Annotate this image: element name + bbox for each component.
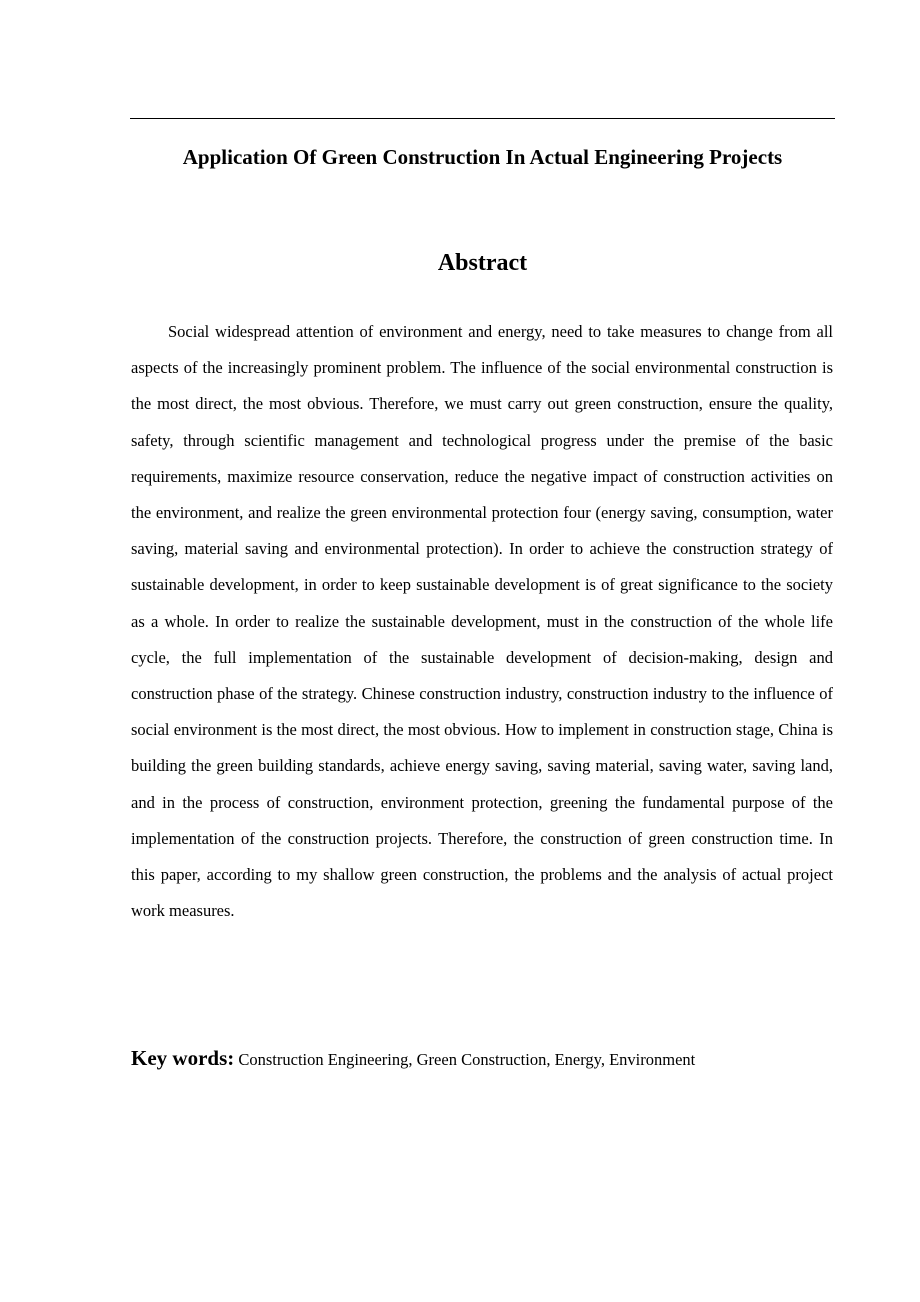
keywords-label: Key words:	[131, 1046, 235, 1070]
abstract-body: Social widespread attention of environment and energy, need to take measures to change from all aspects of the increasingly prominent problem. The influence of the social environmental construction is the most direct, the most obvious. Therefore, we must carry out green construction, ensure the quality, safety, through scientific management and technological progress under the premise of the basic requirements, maximize resource conservation, reduce the negative impact of construction activities on the environment, and realize the green environmental protection four (energy saving, consumption, water saving, material saving and environmental protection). In order to achieve the construction strategy of sustainable development, in order to keep sustainable development is of great significance to the society as a whole. In order to realize the sustainable development, must in the construction of the whole life cycle, the full implementation of the sustainable development of decision-making, design and construction phase of the strategy. Chinese construction industry, construction industry to the influence of social environment is the most direct, the most obvious. How to implement in construction stage, China is building the green building standards, achieve energy saving, saving material, saving water, saving land, and in the process of construction, environment protection, greening the fundamental purpose of the implementation of the construction projects. Therefore, the construction of green construction time. In this paper, according to my shallow green construction, the problems and the analysis of actual project work measures.	[131, 322, 833, 921]
keywords-text: Construction Engineering, Green Construction, Energy, Environment	[238, 1050, 696, 1069]
abstract-heading: Abstract	[437, 250, 528, 276]
keywords-line	[131, 1042, 835, 1076]
paper-title: Application Of Green Construction In Actual Engineering Projects	[182, 145, 783, 169]
header-rule	[130, 118, 835, 119]
